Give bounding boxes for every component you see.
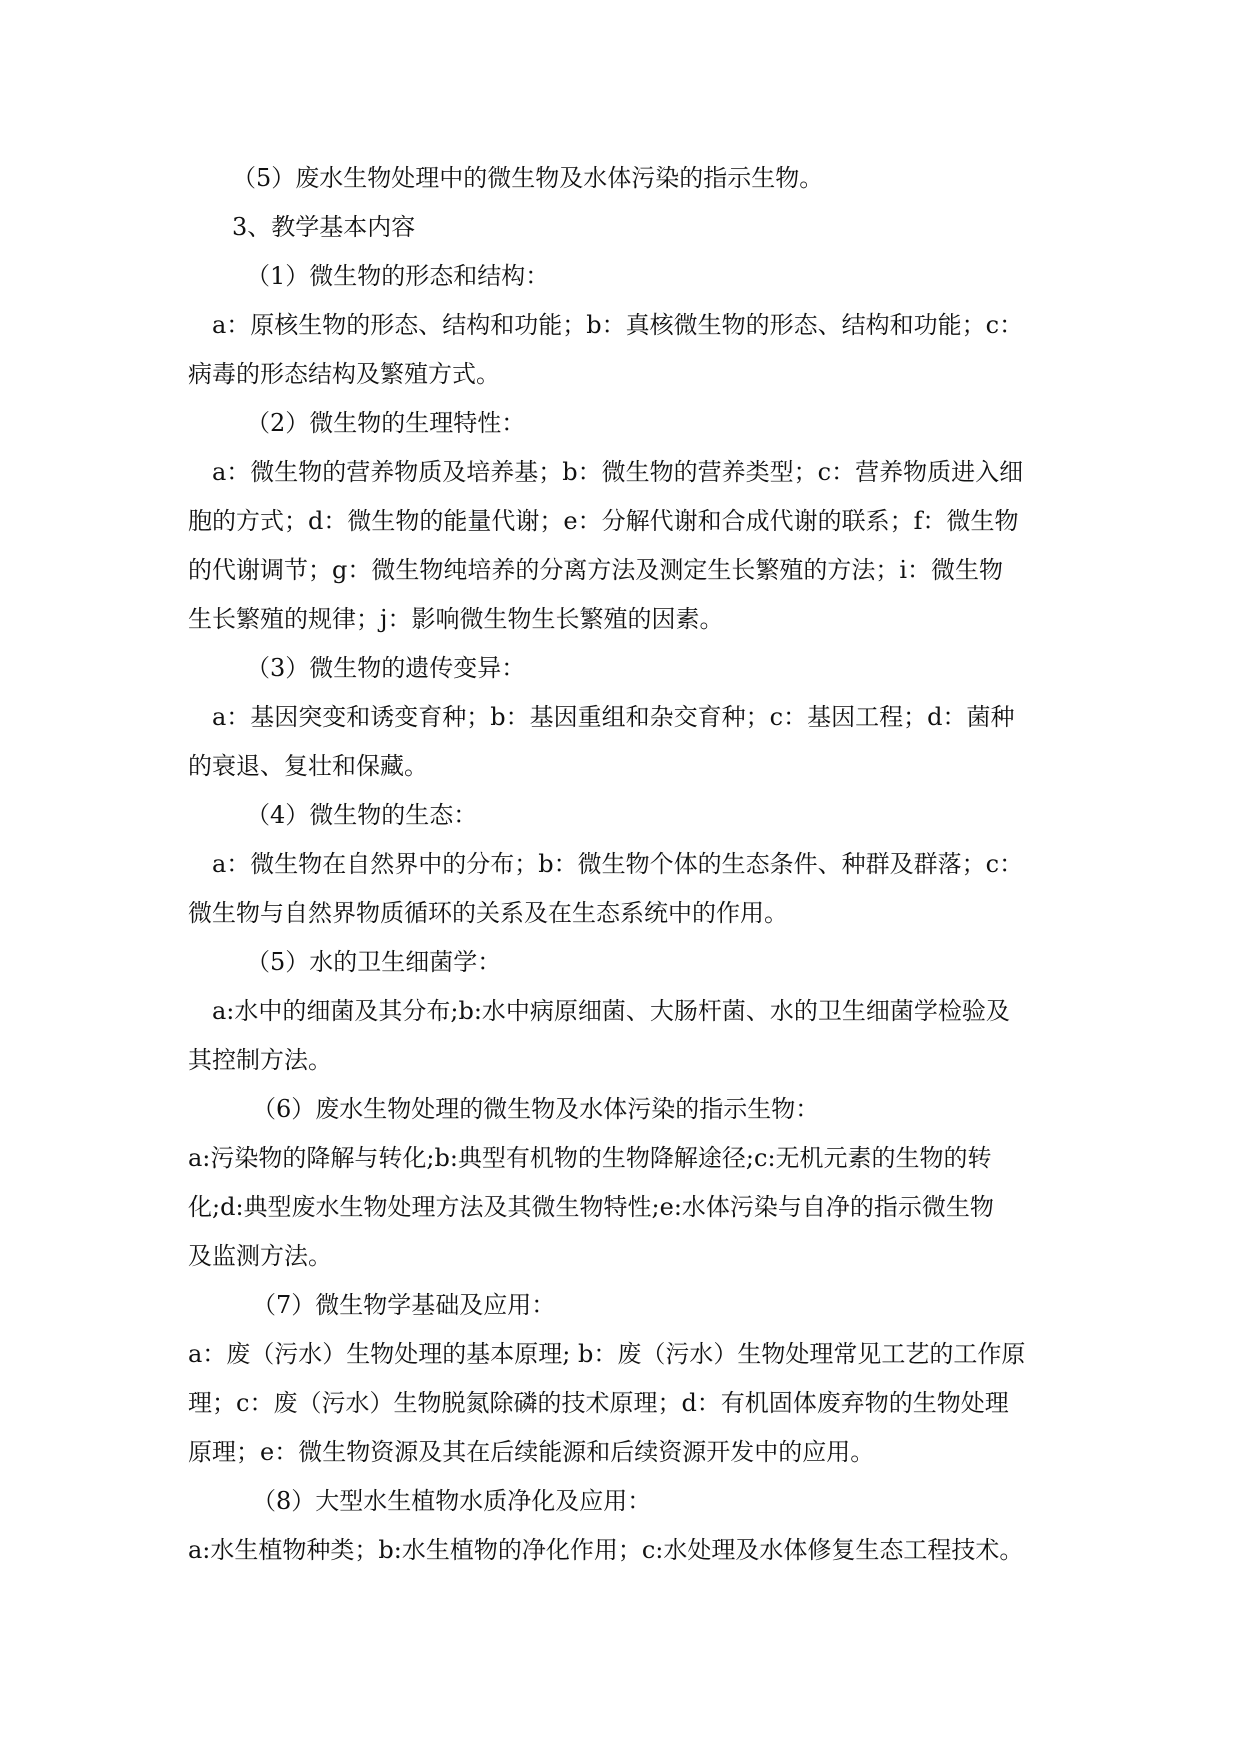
paragraph-item-5: （5）废水生物处理中的微生物及水体污染的指示生物。 (232, 164, 824, 192)
body-line: 的代谢调节；g：微生物纯培养的分离方法及测定生长繁殖的方法；i：微生物 (188, 556, 1004, 584)
subheading-6: （6）废水生物处理的微生物及水体污染的指示生物： (252, 1095, 820, 1123)
body-line: 及监测方法。 (188, 1242, 332, 1270)
subheading-1: （1）微生物的形态和结构： (246, 262, 550, 290)
body-line: a：废（污水）生物处理的基本原理; b：废（污水）生物处理常见工艺的工作原 (188, 1340, 1026, 1368)
body-line: 胞的方式；d：微生物的能量代谢；e：分解代谢和合成代谢的联系；f：微生物 (188, 507, 1019, 535)
body-line: 的衰退、复壮和保藏。 (188, 752, 428, 780)
body-line: a:污染物的降解与转化;b:典型有机物的生物降解途径;c:无机元素的生物的转 (188, 1144, 992, 1172)
subheading-5: （5）水的卫生细菌学： (246, 948, 502, 976)
subheading-8: （8）大型水生植物水质净化及应用： (252, 1487, 652, 1515)
body-line: a：原核生物的形态、结构和功能；b：真核微生物的形态、结构和功能；c： (212, 311, 1024, 339)
body-line: 原理；e：微生物资源及其在后续能源和后续资源开发中的应用。 (188, 1438, 875, 1466)
body-line: 生长繁殖的规律；j：影响微生物生长繁殖的因素。 (188, 605, 724, 633)
subheading-7: （7）微生物学基础及应用： (252, 1291, 556, 1319)
body-line: 理；c：废（污水）生物脱氮除磷的技术原理；d：有机固体废弃物的生物处理 (188, 1389, 1009, 1417)
body-line: a:水中的细菌及其分布;b:水中病原细菌、大肠杆菌、水的卫生细菌学检验及 (212, 997, 1010, 1025)
subheading-3: （3）微生物的遗传变异： (246, 654, 526, 682)
body-line: 化;d:典型废水生物处理方法及其微生物特性;e:水体污染与自净的指示微生物 (188, 1193, 994, 1221)
section-heading: 3、教学基本内容 (232, 213, 416, 241)
body-line: 其控制方法。 (188, 1046, 332, 1074)
body-line: a：基因突变和诱变育种；b：基因重组和杂交育种；c：基因工程；d：菌种 (212, 703, 1015, 731)
subheading-4: （4）微生物的生态： (246, 801, 478, 829)
body-line: 微生物与自然界物质循环的关系及在生态系统中的作用。 (188, 899, 788, 927)
subheading-2: （2）微生物的生理特性： (246, 409, 526, 437)
body-line: 病毒的形态结构及繁殖方式。 (188, 360, 500, 388)
body-line: a:水生植物种类；b:水生植物的净化作用；c:水处理及水体修复生态工程技术。 (188, 1536, 1024, 1564)
document-body (188, 154, 1058, 1575)
body-line: a：微生物的营养物质及培养基；b：微生物的营养类型；c：营养物质进入细 (212, 458, 1024, 486)
body-line: a：微生物在自然界中的分布；b：微生物个体的生态条件、种群及群落；c： (212, 850, 1024, 878)
